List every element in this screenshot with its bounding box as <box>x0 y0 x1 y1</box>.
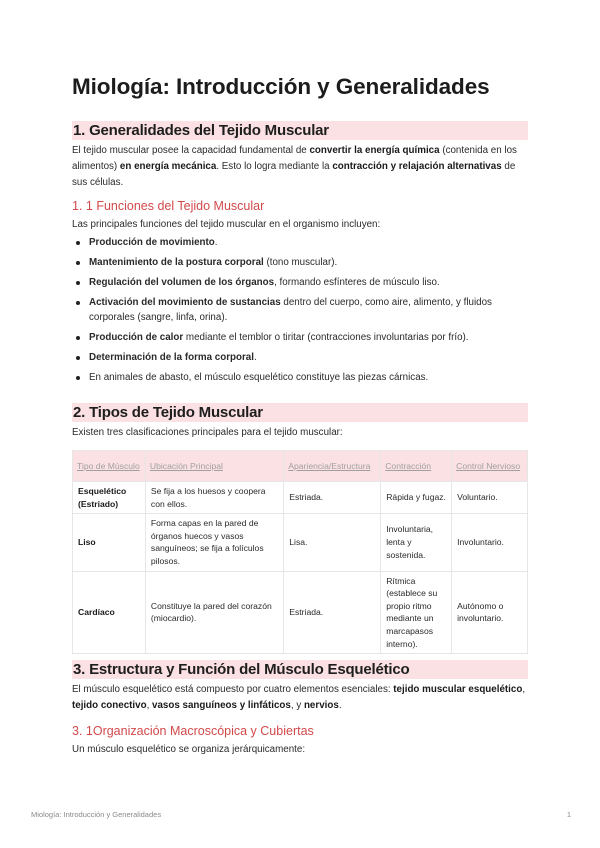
column-header: Contracción <box>381 451 452 482</box>
table-row <box>73 571 528 654</box>
column-header: Ubicación Principal <box>145 451 283 482</box>
list-item: Producción de calor mediante el temblor o tiritar (contracciones involuntarias por frío). <box>72 331 528 346</box>
section-1-1-intro: Las principales funciones del tejido muscular en el organismo incluyen: <box>72 219 381 230</box>
table-cell: Esquelético (Estriado) <box>73 482 146 514</box>
table-cell: Cardíaco <box>73 571 146 654</box>
table-cell: Rápida y fugaz. <box>381 482 452 514</box>
column-header: Control Nervioso <box>452 451 528 482</box>
table-cell: Forma capas en la pared de órganos huecos y vasos sanguíneos; se fija a folículos pilosos. <box>145 514 283 571</box>
table-cell: Involuntario. <box>452 514 528 571</box>
footer-title: Miología: Introducción y Generalidades <box>31 810 162 819</box>
table-cell: Involuntaria, lenta y sostenida. <box>381 514 452 571</box>
column-header: Tipo de Músculo <box>73 451 146 482</box>
footer-page-number: 1 <box>566 810 571 819</box>
table-header-row <box>73 451 528 482</box>
table-cell: Liso <box>73 514 146 571</box>
section-3-1-intro: Un músculo esquelético se organiza jerárquicamente: <box>72 744 306 755</box>
table-cell: Rítmica (establece su propio ritmo mediante un marcapasos interno). <box>381 571 452 654</box>
table-row <box>73 514 528 571</box>
muscle-types-table <box>72 450 528 654</box>
functions-list <box>72 236 528 391</box>
table-row <box>73 482 528 514</box>
table-cell: Autónomo o involuntario. <box>452 571 528 654</box>
section-2-heading: 2. Tipos de Tejido Muscular <box>72 403 528 422</box>
section-3-heading: 3. Estructura y Función del Músculo Esquelético <box>72 660 528 679</box>
list-item: Regulación del volumen de los órganos, formando esfínteres de músculo liso. <box>72 276 528 291</box>
section-3-1-heading: 3. 1Organización Macroscópica y Cubiertas <box>72 724 314 738</box>
page-title: Miología: Introducción y Generalidades <box>72 74 490 99</box>
table-cell: Voluntario. <box>452 482 528 514</box>
section-1-paragraph: El tejido muscular posee la capacidad fundamental de convertir la energía química (contenida en los alimentos) en energía mecánica. Esto lo logra mediante la contracción y relajación alternativas de sus células. <box>72 145 517 188</box>
table-cell: Lisa. <box>284 514 381 571</box>
list-item: Activación del movimiento de sustancias dentro del cuerpo, como aire, alimento, y fluidos corporales (sangre, linfa, orina). <box>72 296 528 325</box>
list-item: Producción de movimiento. <box>72 236 528 251</box>
list-item: En animales de abasto, el músculo esquelético constituye las piezas cárnicas. <box>72 371 528 386</box>
section-1-1-heading: 1. 1 Funciones del Tejido Muscular <box>72 199 265 213</box>
table-cell: Estriada. <box>284 571 381 654</box>
section-1-heading: 1. Generalidades del Tejido Muscular <box>72 121 528 140</box>
list-item: Determinación de la forma corporal. <box>72 351 528 366</box>
table-cell: Constituye la pared del corazón (miocardio). <box>145 571 283 654</box>
list-item: Mantenimiento de la postura corporal (tono muscular). <box>72 256 528 271</box>
table-cell: Se fija a los huesos y coopera con ellos. <box>145 482 283 514</box>
section-2-intro: Existen tres clasificaciones principales para el tejido muscular: <box>72 427 343 438</box>
table-cell: Estriada. <box>284 482 381 514</box>
column-header: Apariencia/Estructura <box>284 451 381 482</box>
section-3-paragraph: El músculo esquelético está compuesto por cuatro elementos esenciales: tejido muscular esquelético, tejido conectivo, vasos sanguíneos y linfáticos, y nervios. <box>72 684 526 711</box>
